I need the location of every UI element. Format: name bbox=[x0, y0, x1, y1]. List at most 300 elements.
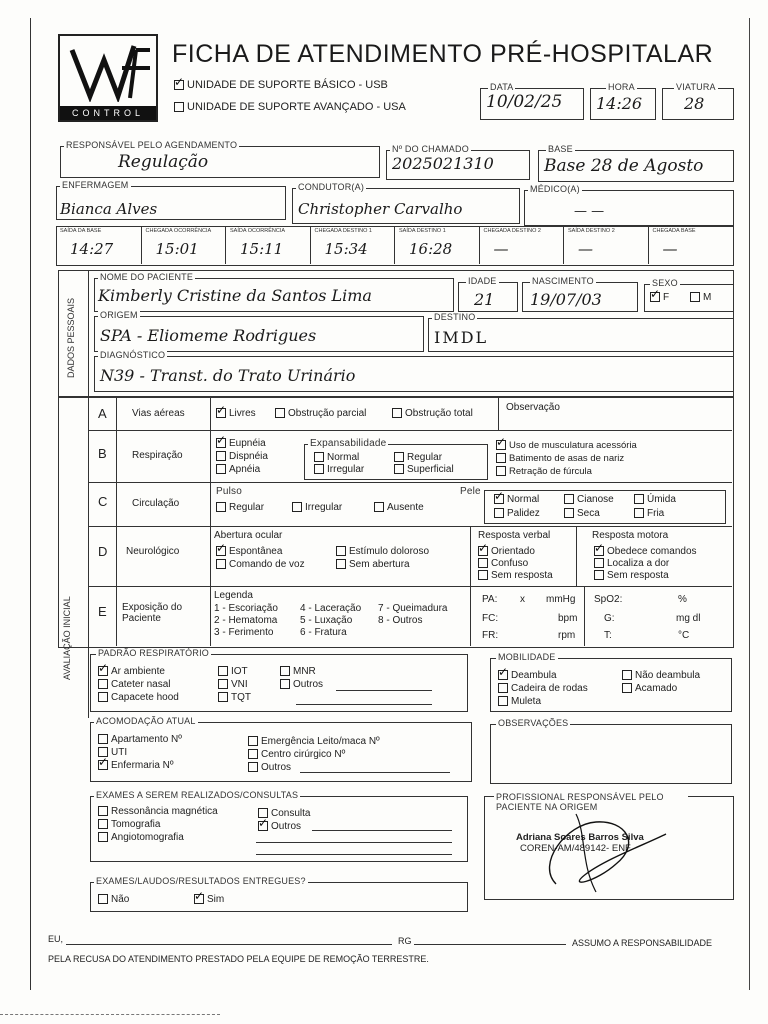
mob-nao-checkbox[interactable] bbox=[622, 670, 632, 680]
rv-confuso-label: Confuso bbox=[491, 558, 529, 569]
viatura-label: VIATURA bbox=[676, 82, 716, 92]
pele-normal[interactable] bbox=[494, 494, 539, 505]
vias-parcial[interactable] bbox=[275, 408, 366, 419]
pele-palidez-label: Palidez bbox=[507, 508, 540, 519]
legenda-3: 3 - Ferimento bbox=[214, 627, 274, 638]
sexo-label: SEXO bbox=[652, 278, 678, 288]
usa-checkbox[interactable] bbox=[174, 102, 184, 112]
viatura-value: 28 bbox=[684, 94, 705, 113]
sexo-m-label: M bbox=[703, 292, 712, 303]
acom-centro[interactable] bbox=[248, 749, 345, 760]
pele-palidez[interactable] bbox=[494, 508, 540, 519]
row-e-letter: E bbox=[98, 604, 107, 619]
exame-ressonancia-checkbox[interactable] bbox=[98, 806, 108, 816]
resp-eupneia[interactable] bbox=[216, 438, 266, 449]
pele-normal-label: Normal bbox=[507, 494, 540, 505]
ab-estimulo-checkbox[interactable] bbox=[336, 546, 346, 556]
ab-voz[interactable] bbox=[216, 559, 305, 570]
sexo-f-option[interactable] bbox=[650, 292, 669, 303]
padrao-iot-label: IOT bbox=[231, 666, 248, 677]
time-value: — bbox=[578, 240, 593, 258]
vias-total-checkbox[interactable] bbox=[392, 408, 402, 418]
resp-apneia[interactable] bbox=[216, 464, 260, 475]
dispneia-checkbox[interactable] bbox=[216, 451, 226, 461]
batimento-label: Batimento de asas de nariz bbox=[509, 453, 625, 464]
origem-label: ORIGEM bbox=[100, 310, 138, 320]
rv-label: Resposta verbal bbox=[478, 530, 551, 541]
time-value: 15:34 bbox=[324, 240, 368, 258]
pele-palidez-checkbox[interactable] bbox=[494, 508, 504, 518]
acom-apto-label: Apartamento Nº bbox=[111, 734, 182, 745]
mobilidade-title: MOBILIDADE bbox=[498, 652, 556, 662]
time-value: 16:28 bbox=[409, 240, 453, 258]
legenda-2: 2 - Hematoma bbox=[214, 615, 278, 626]
footer-assumo: ASSUMO A RESPONSABILIDADE bbox=[572, 938, 713, 948]
condutor-value: Christopher Carvalho bbox=[298, 200, 463, 218]
time-cell[interactable] bbox=[479, 226, 565, 264]
exp-regular-checkbox[interactable] bbox=[394, 452, 404, 462]
destino-label: DESTINO bbox=[434, 312, 476, 322]
pulso-irregular[interactable] bbox=[292, 502, 342, 513]
usb-option[interactable] bbox=[174, 79, 388, 91]
ab-sem-checkbox[interactable] bbox=[336, 559, 346, 569]
diagnostico-label: DIAGNÓSTICO bbox=[100, 350, 166, 360]
pulso-regular-label: Regular bbox=[229, 502, 265, 513]
exame-consulta-label: Consulta bbox=[271, 808, 311, 819]
rm-localiza[interactable] bbox=[594, 558, 669, 569]
padrao-mnr[interactable] bbox=[280, 666, 316, 677]
pele-seca-checkbox[interactable] bbox=[564, 508, 574, 518]
sexo-m-checkbox[interactable] bbox=[690, 292, 700, 302]
rv-orientado[interactable] bbox=[478, 546, 535, 557]
vias-livres-checkbox[interactable] bbox=[216, 408, 226, 418]
resp-retracao[interactable] bbox=[496, 466, 592, 477]
base-value: Base 28 de Agosto bbox=[544, 156, 704, 176]
pulso-regular[interactable] bbox=[216, 502, 264, 513]
time-value: — bbox=[662, 240, 678, 258]
apneia-checkbox[interactable] bbox=[216, 464, 226, 474]
rm-obedece-checkbox[interactable] bbox=[594, 546, 604, 556]
time-cell[interactable] bbox=[225, 226, 311, 264]
mob-acamado-checkbox[interactable] bbox=[622, 683, 632, 693]
row-a-name: Vias aéreas bbox=[132, 408, 185, 419]
idade-value: 21 bbox=[474, 290, 495, 309]
time-cell[interactable] bbox=[310, 226, 396, 264]
exame-outros-label: Outros bbox=[271, 821, 302, 832]
acom-uti-label: UTI bbox=[111, 747, 128, 758]
base-label: BASE bbox=[548, 144, 573, 154]
mob-nao[interactable] bbox=[622, 670, 700, 681]
padrao-ar-label: Ar ambiente bbox=[111, 666, 165, 677]
padrao-cateter-label: Cateter nasal bbox=[111, 679, 171, 690]
entregues-sim[interactable] bbox=[194, 894, 224, 905]
time-value: 14:27 bbox=[70, 240, 114, 258]
exame-tomografia-label: Tomografia bbox=[111, 819, 161, 830]
fr-label: FR: bbox=[482, 630, 499, 641]
observacao-label: Observação bbox=[506, 402, 560, 413]
exp-regular-label: Regular bbox=[407, 452, 443, 463]
resp-batimento[interactable] bbox=[496, 453, 624, 464]
observacoes-box[interactable] bbox=[490, 724, 732, 784]
pele-cianose-label: Cianose bbox=[577, 494, 614, 505]
acom-emergencia-label: Emergência Leito/maca Nº bbox=[261, 736, 380, 747]
musculatura-checkbox[interactable] bbox=[496, 440, 506, 450]
mob-deambula-label: Deambula bbox=[511, 670, 557, 681]
footer-rg: RG bbox=[398, 936, 412, 946]
entregues-box bbox=[90, 882, 468, 912]
retracao-label: Retração de fúrcula bbox=[509, 466, 592, 477]
footer-eu: EU, bbox=[48, 934, 64, 944]
padrao-tqt-checkbox[interactable] bbox=[218, 692, 228, 702]
acom-apto-checkbox[interactable] bbox=[98, 734, 108, 744]
padrao-capacete-label: Capacete hood bbox=[111, 692, 179, 703]
sexo-f-label: F bbox=[663, 292, 670, 303]
exame-ressonancia-label: Ressonância magnética bbox=[111, 806, 218, 817]
pa-unit: mmHg bbox=[546, 594, 576, 605]
entregues-sim-checkbox[interactable] bbox=[194, 894, 204, 904]
destino-value: IMDL bbox=[434, 328, 489, 347]
time-label: SAÍDA DESTINO 1 bbox=[399, 228, 446, 234]
ab-estimulo-label: Estímulo doloroso bbox=[349, 546, 430, 557]
time-cell[interactable] bbox=[648, 226, 734, 264]
exp-normal-checkbox[interactable] bbox=[314, 452, 324, 462]
pulso-regular-checkbox[interactable] bbox=[216, 502, 226, 512]
padrao-outros[interactable] bbox=[280, 679, 323, 690]
eupneia-label: Eupnéia bbox=[229, 438, 266, 449]
row-d-name: Neurológico bbox=[126, 546, 180, 557]
entregues-title: EXAMES/LAUDOS/RESULTADOS ENTREGUES? bbox=[96, 876, 306, 886]
pele-umida-label: Úmida bbox=[647, 494, 676, 505]
rm-sem-checkbox[interactable] bbox=[594, 570, 604, 580]
time-label: SAÍDA DESTINO 2 bbox=[568, 228, 615, 234]
acom-outros-label: Outros bbox=[261, 762, 292, 773]
time-cell[interactable] bbox=[394, 226, 480, 264]
legenda-1: 1 - Escoriação bbox=[214, 603, 278, 614]
padrao-vni-label: VNI bbox=[231, 679, 248, 690]
nome-value: Kimberly Cristine da Santos Lima bbox=[98, 286, 372, 305]
avaliacao-label: AVALIAÇÃO INICIAL bbox=[62, 596, 72, 680]
page-title: FICHA DE ATENDIMENTO PRÉ-HOSPITALAR bbox=[172, 40, 714, 68]
retracao-checkbox[interactable] bbox=[496, 466, 506, 476]
rm-sem[interactable] bbox=[594, 570, 669, 581]
rm-localiza-checkbox[interactable] bbox=[594, 558, 604, 568]
mob-muleta-label: Muleta bbox=[511, 696, 542, 707]
entregues-nao-label: Não bbox=[111, 894, 130, 905]
exame-angio[interactable] bbox=[98, 832, 184, 843]
legenda-4: 4 - Laceração bbox=[300, 603, 362, 614]
logo bbox=[58, 34, 158, 122]
mob-muleta[interactable] bbox=[498, 696, 541, 707]
padrao-tqt[interactable] bbox=[218, 692, 251, 703]
nascimento-label: NASCIMENTO bbox=[532, 276, 594, 286]
mob-muleta-checkbox[interactable] bbox=[498, 696, 508, 706]
enfermagem-label: ENFERMAGEM bbox=[62, 180, 129, 190]
acomodacao-title: ACOMODAÇÃO ATUAL bbox=[96, 716, 196, 726]
time-label: CHEGADA OCORRÊNCIA bbox=[145, 228, 212, 234]
legenda-5: 5 - Luxação bbox=[300, 615, 353, 626]
time-cell[interactable] bbox=[563, 226, 649, 264]
chamado-label: Nº DO CHAMADO bbox=[392, 144, 469, 154]
time-cell[interactable] bbox=[141, 226, 227, 264]
time-label: SAÍDA DA BASE bbox=[60, 228, 102, 234]
stamp-name: Adriana Soares Barros Silva bbox=[516, 832, 644, 843]
pa-label: PA: bbox=[482, 594, 498, 605]
padrao-ar-checkbox[interactable] bbox=[98, 666, 108, 676]
mob-acamado[interactable] bbox=[622, 683, 677, 694]
profissional-title: PROFISSIONAL RESPONSÁVEL PELO PACIENTE NA ORIGEM bbox=[494, 792, 688, 812]
vias-parcial-label: Obstrução parcial bbox=[288, 408, 367, 419]
ab-espontanea[interactable] bbox=[216, 546, 282, 557]
mob-cadeira[interactable] bbox=[498, 683, 588, 694]
time-label: CHEGADA DESTINO 2 bbox=[483, 228, 541, 234]
exp-irregular[interactable] bbox=[314, 464, 364, 475]
dispneia-label: Dispnéia bbox=[229, 451, 268, 462]
resp-dispneia[interactable] bbox=[216, 451, 268, 462]
ab-espontanea-label: Espontânea bbox=[229, 546, 283, 557]
time-value: — bbox=[493, 240, 509, 258]
idade-label: IDADE bbox=[468, 276, 497, 286]
vias-livres[interactable] bbox=[216, 408, 256, 419]
nascimento-value: 19/07/03 bbox=[530, 290, 602, 309]
exp-irregular-label: Irregular bbox=[327, 464, 365, 475]
time-value: 15:01 bbox=[155, 240, 199, 258]
usa-option[interactable] bbox=[174, 101, 406, 113]
dados-pessoais-label: DADOS PESSOAIS bbox=[66, 297, 76, 378]
chamado-value: 2025021310 bbox=[392, 154, 494, 173]
rv-orientado-checkbox[interactable] bbox=[478, 546, 488, 556]
fc-unit: bpm bbox=[558, 613, 578, 624]
legenda-7: 7 - Queimadura bbox=[378, 603, 448, 614]
acom-centro-label: Centro cirúrgico Nº bbox=[261, 749, 346, 760]
exp-superficial-checkbox[interactable] bbox=[394, 464, 404, 474]
rv-confuso[interactable] bbox=[478, 558, 528, 569]
pulso-irregular-checkbox[interactable] bbox=[292, 502, 302, 512]
mob-deambula[interactable] bbox=[498, 670, 557, 681]
batimento-checkbox[interactable] bbox=[496, 453, 506, 463]
origem-value: SPA - Eliomeme Rodrigues bbox=[100, 326, 317, 345]
vias-total-label: Obstrução total bbox=[405, 408, 473, 419]
vias-parcial-checkbox[interactable] bbox=[275, 408, 285, 418]
responsavel-label: RESPONSÁVEL PELO AGENDAMENTO bbox=[66, 140, 238, 150]
exame-outros[interactable] bbox=[258, 821, 301, 832]
medico-value: — — bbox=[574, 204, 605, 219]
sexo-m-option[interactable] bbox=[690, 292, 711, 303]
pele-umida-checkbox[interactable] bbox=[634, 494, 644, 504]
rv-orientado-label: Orientado bbox=[491, 546, 535, 557]
vias-total[interactable] bbox=[392, 408, 473, 419]
entregues-sim-label: Sim bbox=[207, 894, 225, 905]
nome-label: NOME DO PACIENTE bbox=[100, 272, 194, 282]
time-value: 15:11 bbox=[240, 240, 284, 258]
responsavel-field[interactable] bbox=[60, 146, 380, 178]
padrao-mnr-checkbox[interactable] bbox=[280, 666, 290, 676]
legenda-label: Legenda bbox=[214, 590, 253, 601]
rm-obedece[interactable] bbox=[594, 546, 697, 557]
pele-cianose[interactable] bbox=[564, 494, 614, 505]
rm-label: Resposta motora bbox=[592, 530, 669, 541]
padrao-ar[interactable] bbox=[98, 666, 165, 677]
g-unit: mg dl bbox=[676, 613, 701, 624]
rv-sem-checkbox[interactable] bbox=[478, 570, 488, 580]
pa-sep: x bbox=[520, 594, 525, 605]
rm-sem-label: Sem resposta bbox=[607, 570, 669, 581]
signature-icon bbox=[526, 804, 676, 896]
usa-label: UNIDADE DE SUPORTE AVANÇADO - USA bbox=[187, 101, 406, 113]
padrao-vni[interactable] bbox=[218, 679, 248, 690]
pele-seca-label: Seca bbox=[577, 508, 600, 519]
padrao-cateter-checkbox[interactable] bbox=[98, 679, 108, 689]
data-label: DATA bbox=[490, 82, 514, 92]
acom-enfermaria-checkbox[interactable] bbox=[98, 760, 108, 770]
exp-normal[interactable] bbox=[314, 452, 359, 463]
row-c-letter: C bbox=[98, 494, 108, 509]
stamp-coren: COREN-AM/489142- ENF bbox=[520, 843, 631, 854]
pele-cianose-checkbox[interactable] bbox=[564, 494, 574, 504]
exame-outros-checkbox[interactable] bbox=[258, 821, 268, 831]
apneia-label: Apnéia bbox=[229, 464, 261, 475]
rv-sem-label: Sem resposta bbox=[491, 570, 553, 581]
acom-outros[interactable] bbox=[248, 762, 291, 773]
row-b-name: Respiração bbox=[132, 450, 183, 461]
row-a-letter: A bbox=[98, 406, 107, 421]
mob-nao-label: Não deambula bbox=[635, 670, 701, 681]
row-b-letter: B bbox=[98, 446, 107, 461]
ab-espontanea-checkbox[interactable] bbox=[216, 546, 226, 556]
padrao-outros-label: Outros bbox=[293, 679, 324, 690]
exame-tomografia-checkbox[interactable] bbox=[98, 819, 108, 829]
rv-confuso-checkbox[interactable] bbox=[478, 558, 488, 568]
pele-fria-label: Fria bbox=[647, 508, 665, 519]
pulso-label: Pulso bbox=[216, 486, 243, 497]
spo2-unit: % bbox=[678, 594, 687, 605]
padrao-title: PADRÃO RESPIRATÓRIO bbox=[98, 648, 209, 658]
pulso-ausente-checkbox[interactable] bbox=[374, 502, 384, 512]
time-label: CHEGADA DESTINO 1 bbox=[314, 228, 372, 234]
padrao-tqt-label: TQT bbox=[231, 692, 251, 703]
t-unit: °C bbox=[678, 630, 690, 641]
hora-label: HORA bbox=[608, 82, 635, 92]
acom-emergencia-checkbox[interactable] bbox=[248, 736, 258, 746]
acom-enfermaria-label: Enfermaria Nº bbox=[111, 760, 174, 771]
wf-logo-icon bbox=[62, 38, 154, 102]
exp-irregular-checkbox[interactable] bbox=[314, 464, 324, 474]
observacoes-title: OBSERVAÇÕES bbox=[498, 718, 569, 728]
vias-livres-label: Livres bbox=[229, 408, 256, 419]
row-c-name: Circulação bbox=[132, 498, 180, 509]
medico-label: MÉDICO(A) bbox=[530, 184, 580, 194]
hora-value: 14:26 bbox=[596, 94, 643, 113]
condutor-label: CONDUTOR(A) bbox=[298, 182, 365, 192]
legenda-6: 6 - Fratura bbox=[300, 627, 347, 638]
padrao-vni-checkbox[interactable] bbox=[218, 679, 228, 689]
exame-ressonancia[interactable] bbox=[98, 806, 218, 817]
eupneia-checkbox[interactable] bbox=[216, 438, 226, 448]
pulso-ausente-label: Ausente bbox=[387, 502, 424, 513]
sexo-f-checkbox[interactable] bbox=[650, 292, 660, 302]
exames-title: EXAMES A SEREM REALIZADOS/CONSULTAS bbox=[96, 790, 299, 800]
padrao-capacete-checkbox[interactable] bbox=[98, 692, 108, 702]
time-label: CHEGADA BASE bbox=[652, 228, 696, 234]
exp-regular[interactable] bbox=[394, 452, 442, 463]
exame-tomografia[interactable] bbox=[98, 819, 160, 830]
row-d-letter: D bbox=[98, 544, 108, 559]
expansabilidade-label: Expansabilidade bbox=[310, 438, 387, 449]
responsavel-value: Regulação bbox=[118, 152, 209, 172]
data-value: 10/02/25 bbox=[486, 92, 563, 112]
footer-recusa: PELA RECUSA DO ATENDIMENTO PRESTADO PELA EQUIPE DE REMOÇÃO TERRESTRE. bbox=[48, 954, 429, 964]
acom-enfermaria[interactable] bbox=[98, 760, 174, 771]
pele-seca[interactable] bbox=[564, 508, 600, 519]
pele-normal-checkbox[interactable] bbox=[494, 494, 504, 504]
exp-superficial-label: Superficial bbox=[407, 464, 454, 475]
resp-musculatura[interactable] bbox=[496, 440, 637, 451]
acom-emergencia[interactable] bbox=[248, 736, 380, 747]
row-e-name: Exposição do Paciente bbox=[122, 602, 183, 624]
diagnostico-value: N39 - Transt. do Trato Urinário bbox=[100, 366, 356, 385]
exame-angio-checkbox[interactable] bbox=[98, 832, 108, 842]
ab-voz-label: Comando de voz bbox=[229, 559, 305, 570]
logo-text: CONTROL bbox=[60, 106, 156, 120]
fr-unit: rpm bbox=[558, 630, 576, 641]
pele-label: Pele bbox=[460, 486, 481, 497]
padrao-iot-checkbox[interactable] bbox=[218, 666, 228, 676]
padrao-mnr-label: MNR bbox=[293, 666, 316, 677]
acom-centro-checkbox[interactable] bbox=[248, 749, 258, 759]
padrao-outros-checkbox[interactable] bbox=[280, 679, 290, 689]
padrao-iot[interactable] bbox=[218, 666, 248, 677]
time-cell[interactable] bbox=[56, 226, 141, 264]
musculatura-label: Uso de musculatura acessória bbox=[509, 440, 637, 451]
pele-fria-checkbox[interactable] bbox=[634, 508, 644, 518]
ab-estimulo[interactable] bbox=[336, 546, 429, 557]
acom-outros-checkbox[interactable] bbox=[248, 762, 258, 772]
mob-deambula-checkbox[interactable] bbox=[498, 670, 508, 680]
mob-cadeira-label: Cadeira de rodas bbox=[511, 683, 588, 694]
entregues-nao-checkbox[interactable] bbox=[98, 894, 108, 904]
time-label: SAÍDA OCORRÊNCIA bbox=[230, 228, 286, 234]
fc-label: FC: bbox=[482, 613, 499, 624]
padrao-capacete[interactable] bbox=[98, 692, 179, 703]
usb-label: UNIDADE DE SUPORTE BÁSICO - USB bbox=[187, 79, 388, 91]
padrao-cateter[interactable] bbox=[98, 679, 170, 690]
legenda-8: 8 - Outros bbox=[378, 615, 423, 626]
mob-cadeira-checkbox[interactable] bbox=[498, 683, 508, 693]
exame-angio-label: Angiotomografia bbox=[111, 832, 184, 843]
mob-acamado-label: Acamado bbox=[635, 683, 678, 694]
g-label: G: bbox=[604, 613, 615, 624]
acom-apto[interactable] bbox=[98, 734, 182, 745]
pulso-irregular-label: Irregular bbox=[305, 502, 343, 513]
ab-sem-label: Sem abertura bbox=[349, 559, 410, 570]
spo2-label: SpO2: bbox=[594, 594, 623, 605]
exp-normal-label: Normal bbox=[327, 452, 360, 463]
rv-sem[interactable] bbox=[478, 570, 553, 581]
abertura-label: Abertura ocular bbox=[214, 530, 283, 541]
t-label: T: bbox=[604, 630, 612, 641]
exp-superficial[interactable] bbox=[394, 464, 454, 475]
enfermagem-value: Bianca Alves bbox=[60, 200, 158, 218]
pele-umida[interactable] bbox=[634, 494, 676, 505]
ab-sem[interactable] bbox=[336, 559, 410, 570]
pele-fria[interactable] bbox=[634, 508, 664, 519]
rm-localiza-label: Localiza a dor bbox=[607, 558, 670, 569]
medico-field[interactable] bbox=[524, 190, 734, 226]
rm-obedece-label: Obedece comandos bbox=[607, 546, 697, 557]
entregues-nao[interactable] bbox=[98, 894, 129, 905]
pulso-ausente[interactable] bbox=[374, 502, 424, 513]
usb-checkbox[interactable] bbox=[174, 80, 184, 90]
ab-voz-checkbox[interactable] bbox=[216, 559, 226, 569]
